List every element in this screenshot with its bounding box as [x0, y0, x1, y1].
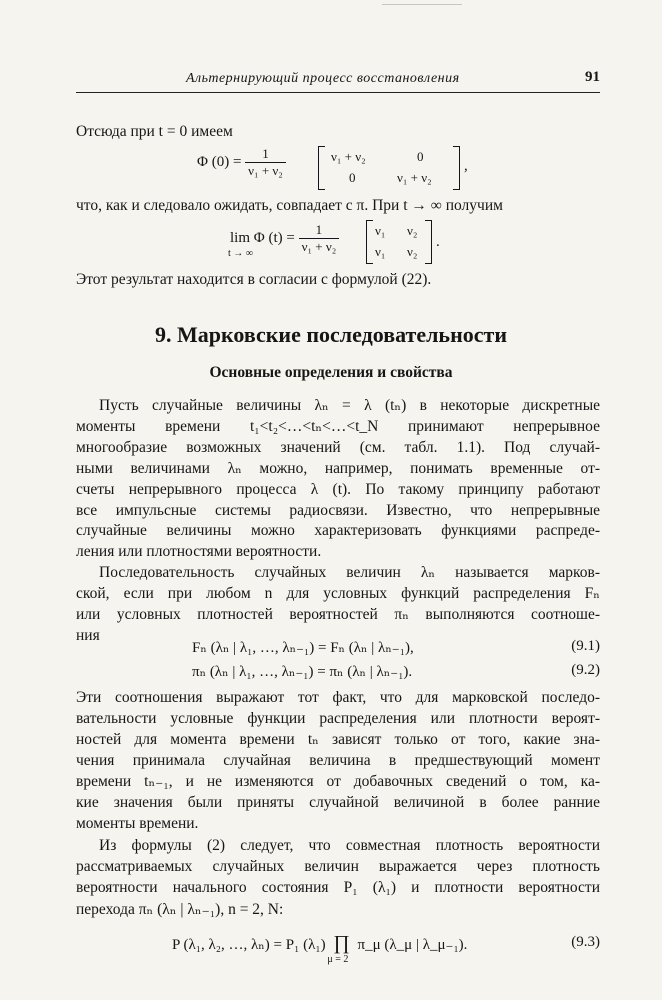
eq93-prod-sub: μ = 2 — [327, 954, 349, 965]
running-header — [76, 68, 600, 93]
section-title: 9. Марковские последовательности — [155, 322, 507, 347]
top-rule — [382, 4, 462, 5]
intro-line-3: Этот результат находится в согласии с формулой (22). — [76, 271, 432, 288]
equation-9-2: πₙ (λₙ | λ₁, …, λₙ₋₁) = πₙ (λₙ | λₙ₋₁). — [192, 664, 413, 680]
equation-9-3 — [172, 932, 468, 965]
eq2-matrix — [366, 220, 432, 264]
eq2-m21: ν₁ — [375, 244, 386, 259]
eq93-prod: ∏ — [333, 932, 350, 954]
eq1-fraction — [245, 146, 286, 179]
eq93-rhs: π_μ (λ_μ | λ_μ₋₁). — [357, 937, 468, 953]
page-number: 91 — [585, 69, 600, 85]
equation-9-1: Fₙ (λₙ | λ₁, …, λₙ₋₁) = Fₙ (λₙ | λₙ₋₁), — [192, 640, 414, 656]
equation-9-3-number: (9.3) — [571, 934, 600, 950]
para3-line: кие значения были приняты случайной величиной в более ранние — [76, 794, 600, 811]
eq2-m11: ν₁ — [375, 223, 386, 238]
para2-line: ской, если при любом n для условных функций распределения Fₙ — [76, 585, 600, 602]
para1-line: случайные величины можно характеризовать функциями распреде- — [76, 522, 600, 539]
eq2-m12: ν₂ — [407, 223, 418, 238]
intro-line-2: что, как и следовало ожидать, совпадает с π. При t → ∞ получим — [76, 197, 503, 214]
eq2-lim: lim Φ (t) = — [230, 229, 295, 246]
eq2-m22: ν₂ — [407, 244, 418, 259]
para1-line: многообразие возможных значений (см. табл. 1.1). Под случай- — [76, 439, 600, 456]
equation-9-2-number: (9.2) — [571, 662, 600, 678]
running-title: Альтернирующий процесс восстановления — [186, 71, 460, 86]
eq2-den: ν₁ + ν₂ — [301, 239, 337, 254]
eq1-m11: ν₁ + ν₂ — [331, 149, 366, 164]
para3-line: чения принимала случайная величина в предшествующий момент — [76, 752, 600, 769]
eq2-trail: . — [436, 234, 440, 250]
eq1-m21: 0 — [349, 170, 356, 185]
para4-line: Из формулы (2) следует, что совместная плотность вероятности — [99, 837, 600, 854]
section-subtitle: Основные определения и свойства — [209, 364, 453, 381]
eq2-lim-sub: t → ∞ — [228, 247, 253, 259]
eq1-num: 1 — [245, 146, 286, 163]
eq1-den: ν₁ + ν₂ — [248, 163, 283, 178]
para4-line: перехода πₙ (λₙ | λₙ₋₁), n = 2, N: — [76, 901, 284, 918]
para1-line: моменты времени t₁<t₂<…<tₙ<…<t_N принимают непрерывное — [76, 418, 600, 435]
intro-line-1: Отсюда при t = 0 имеем — [76, 123, 233, 140]
para3-line: моменты времени. — [76, 815, 199, 832]
para1-line: все импульсные системы радиосвязи. Известно, что непрерывные — [76, 502, 600, 519]
eq93-lhs: P (λ₁, λ₂, …, λₙ) = P₁ (λ₁) — [172, 937, 326, 953]
eq1-m12: 0 — [417, 149, 424, 164]
eq2-fraction — [299, 222, 340, 255]
para4-line: вероятности начального состояния P₁ (λ₁) и плотности вероятности — [76, 879, 600, 896]
eq2-num: 1 — [299, 222, 340, 239]
para1-line: ления или плотностями вероятности. — [76, 543, 322, 560]
para3-line: ностей для момента времени tₙ зависят только от того, какие зна- — [76, 731, 600, 748]
para2-line: или условных плотностей вероятностей πₙ выполняются соотноше- — [76, 606, 600, 623]
eq1-lhs: Φ (0) = — [197, 153, 242, 170]
eq1-m22: ν₁ + ν₂ — [397, 170, 432, 185]
equation-limit — [228, 222, 339, 259]
para3-line: Эти соотношения выражают тот факт, что для марковской последо- — [76, 689, 600, 706]
para1-line: Пусть случайные величины λₙ = λ (tₙ) в некоторые дискретные — [99, 397, 600, 414]
eq1-trail: , — [464, 158, 468, 174]
para2-line: ния — [76, 627, 100, 644]
eq1-matrix — [318, 146, 460, 190]
para1-line: ными величинами λₙ можно, например, понимать временные от- — [76, 460, 600, 477]
para3-line: времени tₙ₋₁, и не изменяются от добавочных сведений о том, ка- — [76, 773, 600, 790]
equation-phi-0 — [197, 146, 286, 179]
equation-9-1-number: (9.1) — [571, 638, 600, 654]
para2-line: Последовательность случайных величин λₙ называется марков- — [99, 564, 600, 581]
para3-line: вательности условные функции распределения или плотности вероят- — [76, 710, 600, 727]
para1-line: счеты непрерывного процесса λ (t). По такому принципу работают — [76, 481, 600, 498]
para4-line: рассматриваемых случайных величин выражается через плотность — [76, 858, 600, 875]
